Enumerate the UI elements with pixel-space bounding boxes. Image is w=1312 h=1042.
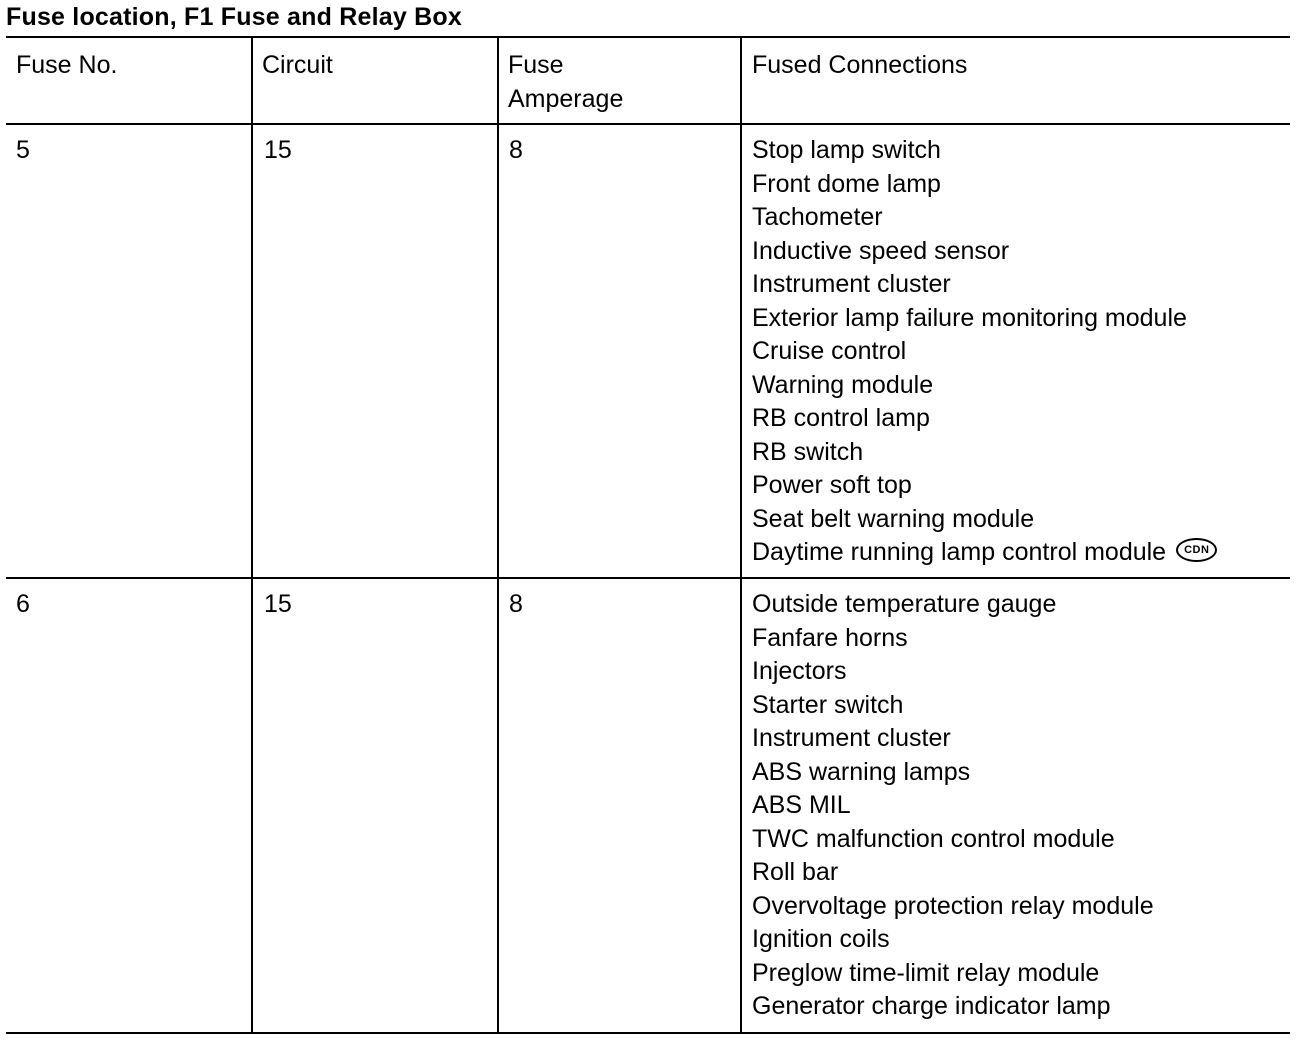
- connection-item: Tachometer: [752, 203, 883, 231]
- connection-item: Fanfare horns: [752, 623, 908, 652]
- connection-item: TWC malfunction control module: [752, 824, 1115, 853]
- connection-item: Generator charge indicator lamp: [752, 992, 1111, 1020]
- connection-item: Front dome lamp: [752, 169, 941, 198]
- page-title: Fuse location, F1 Fuse and Relay Box: [6, 3, 462, 31]
- row-2-amperage: 8: [509, 590, 523, 618]
- row-1-connection-list: [752, 134, 1217, 570]
- header-circuit: Circuit: [262, 51, 333, 79]
- connection-item: Preglow time-limit relay module: [752, 958, 1100, 987]
- header-bottom-rule: [6, 123, 1290, 125]
- connection-item: Injectors: [752, 657, 847, 685]
- connection-item: Warning module: [752, 370, 934, 399]
- connection-item-with-badge: [752, 536, 1217, 570]
- row-1-connections: [752, 134, 1217, 570]
- connection-item: RB control lamp: [752, 404, 930, 432]
- connection-item: Ignition coils: [752, 925, 890, 953]
- connection-item: Daytime running lamp control module: [752, 538, 1167, 566]
- connection-item: Power soft top: [752, 471, 912, 499]
- connection-item: Cruise control: [752, 337, 907, 365]
- row-2-connection-list: [752, 588, 1154, 1024]
- header-fuse-amperage-line1: Fuse: [508, 51, 564, 79]
- column-divider-3: [740, 36, 742, 1034]
- connection-item: ABS warning lamps: [752, 757, 971, 786]
- row-divider-rule: [6, 577, 1290, 579]
- connection-item: ABS MIL: [752, 791, 851, 819]
- connection-item: Instrument cluster: [752, 724, 951, 752]
- column-divider-2: [497, 36, 499, 1034]
- table-top-rule: [6, 36, 1290, 38]
- header-fuse-no: Fuse No.: [16, 51, 118, 79]
- connection-item: Starter switch: [752, 690, 904, 719]
- header-fuse-amperage-line2: Amperage: [508, 85, 624, 113]
- connection-item: Overvoltage protection relay module: [752, 891, 1154, 920]
- connection-item: Seat belt warning module: [752, 504, 1035, 533]
- header-fuse-amperage: [508, 48, 623, 116]
- connection-item: RB switch: [752, 437, 864, 466]
- row-1-amperage: 8: [509, 136, 523, 164]
- cdn-badge-icon: CDN: [1176, 538, 1217, 562]
- row-2-fuse-no: 6: [16, 590, 30, 618]
- connection-item: Instrument cluster: [752, 270, 951, 298]
- column-divider-1: [251, 36, 253, 1034]
- fuse-table: [6, 36, 1290, 1036]
- table-bottom-rule: [6, 1032, 1290, 1034]
- connection-item: Stop lamp switch: [752, 136, 941, 164]
- row-2-connections: [752, 588, 1154, 1024]
- header-fused-connections: Fused Connections: [752, 51, 968, 79]
- connection-item: Outside temperature gauge: [752, 590, 1057, 618]
- connection-item: Inductive speed sensor: [752, 236, 1010, 265]
- row-1-fuse-no: 5: [16, 136, 30, 164]
- connection-item: Exterior lamp failure monitoring module: [752, 303, 1187, 332]
- connection-item: Roll bar: [752, 858, 839, 886]
- row-1-circuit: 15: [264, 136, 292, 164]
- row-2-circuit: 15: [264, 590, 292, 618]
